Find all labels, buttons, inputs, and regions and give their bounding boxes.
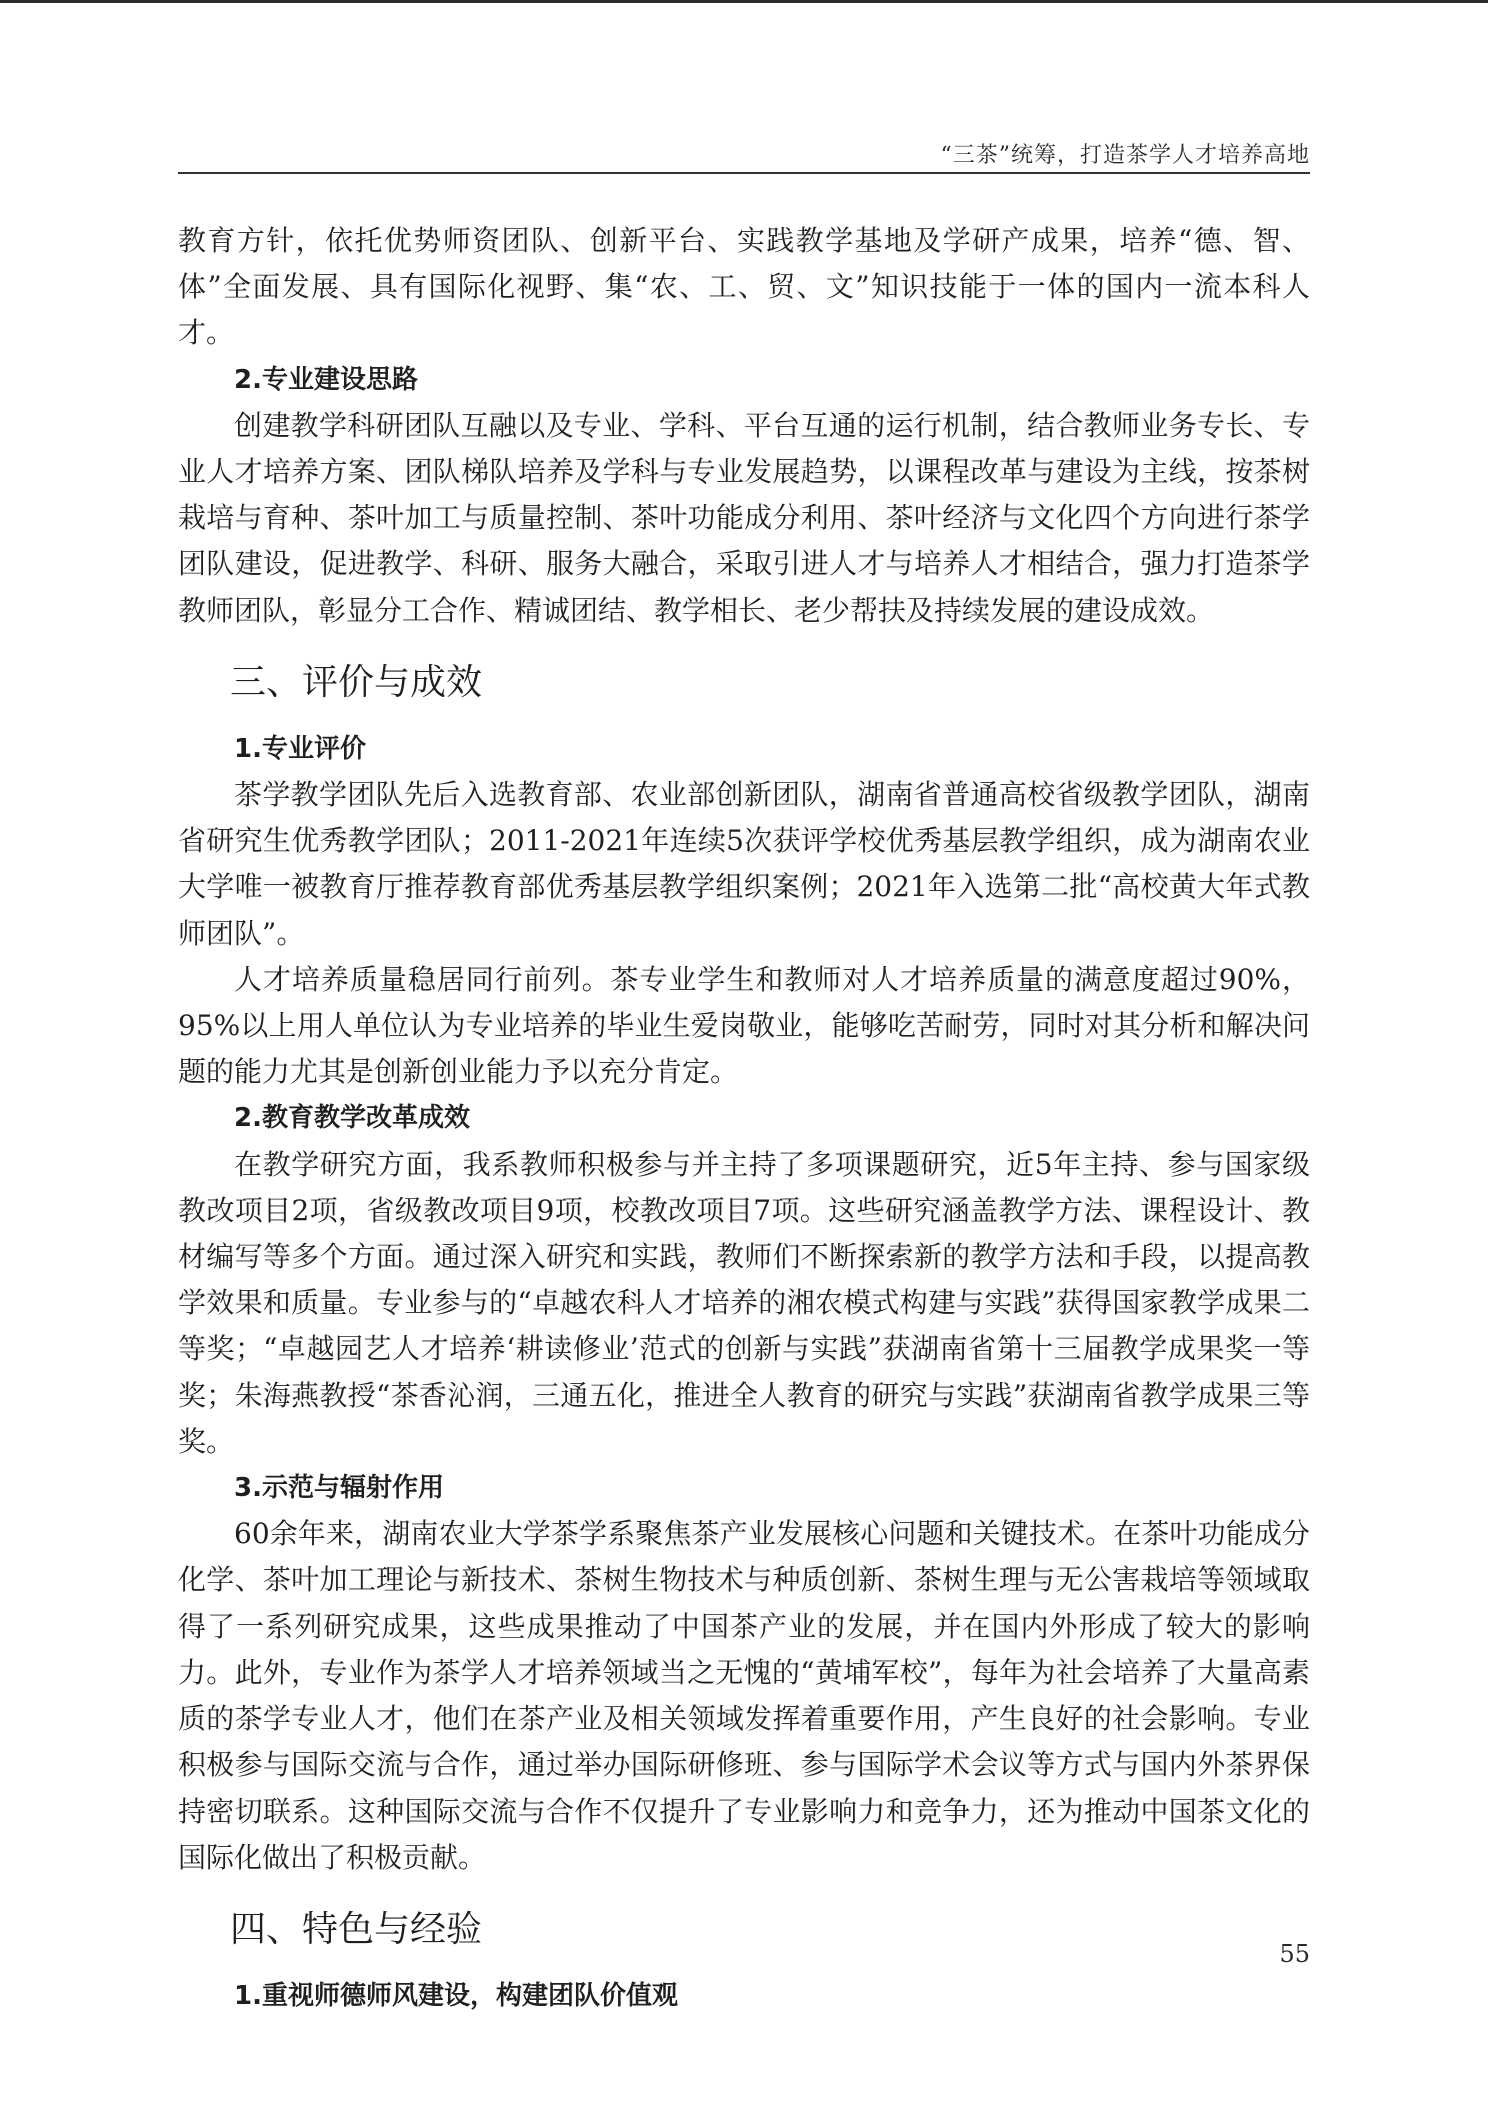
subheading-ethics: 1.重视师德师风建设，构建团队价值观	[234, 1980, 678, 2011]
paragraph-evaluation-1: 茶学教学团队先后入选教育部、农业部创新团队，湖南省普通高校省级教学团队，湖南省研究生优秀教学团队；2011-2021年连续5次获评学校优秀基层教学组织，成为湖南农业大学唯一被教育厅推荐教育部优秀基层教学组织案例；2021年入选第二批“高校黄大年式教师团队”。	[178, 778, 1310, 950]
subheading-reform: 2.教育教学改革成效	[234, 1103, 470, 1134]
paragraph-demonstration: 60余年来，湖南农业大学茶学系聚焦茶产业发展核心问题和关键技术。在茶叶功能成分化学、茶叶加工理论与新技术、茶树生物技术与种质创新、茶树生理与无公害栽培等领域取得了一系列研究成果，这些成果推动了中国茶产业的发展，并在国内外形成了较大的影响力。此外，专业作为茶学人才培养领域当之无愧的“黄埔军校”，每年为社会培养了大量高素质的茶学专业人才，他们在茶产业及相关领域发挥着重要作用，产生良好的社会影响。专业积极参与国际交流与合作，通过举办国际研修班、参与国际学术会议等方式与国内外茶界保持密切联系。这种国际交流与合作不仅提升了专业影响力和竞争力，还为推动中国茶文化的国际化做出了积极贡献。	[178, 1517, 1310, 1874]
paragraph-evaluation-2: 人才培养质量稳居同行前列。茶专业学生和教师对人才培养质量的满意度超过90%，95%以上用人单位认为专业培养的毕业生爱岗敬业，能够吃苦耐劳，同时对其分析和解决问题的能力尤其是创新创业能力予以充分肯定。	[178, 962, 1310, 1089]
header-rule	[178, 172, 1310, 174]
page-body	[178, 218, 1310, 2019]
page-top-border	[0, 0, 1488, 3]
paragraph-reform: 在教学研究方面，我系教师积极参与并主持了多项课题研究，近5年主持、参与国家级教改项目2项，省级教改项目9项，校教改项目7项。这些研究涵盖教学方法、课程设计、教材编写等多个方面。通过深入研究和实践，教师们不断探索新的教学方法和手段，以提高教学效果和质量。专业参与的“卓越农科人才培养的湘农模式构建与实践”获得国家教学成果二等奖；“卓越园艺人才培养‘耕读修业’范式的创新与实践”获湖南省第十三届教学成果奖一等奖；朱海燕教授“茶香沁润，三通五化，推进全人教育的研究与实践”获湖南省教学成果三等奖。	[178, 1147, 1310, 1458]
section-heading-evaluation: 三、评价与成效	[230, 661, 483, 703]
page-number: 55	[1279, 1940, 1310, 1968]
subheading-demonstration: 3.示范与辐射作用	[234, 1473, 444, 1504]
subheading-evaluation: 1.专业评价	[234, 733, 366, 764]
paragraph-intro-continued: 教育方针，依托优势师资团队、创新平台、实践教学基地及学研产成果，培养“德、智、体”全面发展、具有国际化视野、集“农、工、贸、文”知识技能于一体的国内一流本科人才。	[178, 224, 1310, 350]
subheading-build-idea: 2.专业建设思路	[234, 364, 418, 395]
section-heading-features: 四、特色与经验	[230, 1908, 483, 1950]
running-header-title: “三茶”统筹，打造茶学人才培养高地	[940, 143, 1310, 168]
paragraph-build-idea: 创建教学科研团队互融以及专业、学科、平台互通的运行机制，结合教师业务专长、专业人才培养方案、团队梯队培养及学科与专业发展趋势，以课程改革与建设为主线，按茶树栽培与育种、茶叶加工与质量控制、茶叶功能成分利用、茶叶经济与文化四个方向进行茶学团队建设，促进教学、科研、服务大融合，采取引进人才与培养人才相结合，强力打造茶学教师团队，彰显分工合作、精诚团结、教学相长、老少帮扶及持续发展的建设成效。	[178, 408, 1310, 627]
